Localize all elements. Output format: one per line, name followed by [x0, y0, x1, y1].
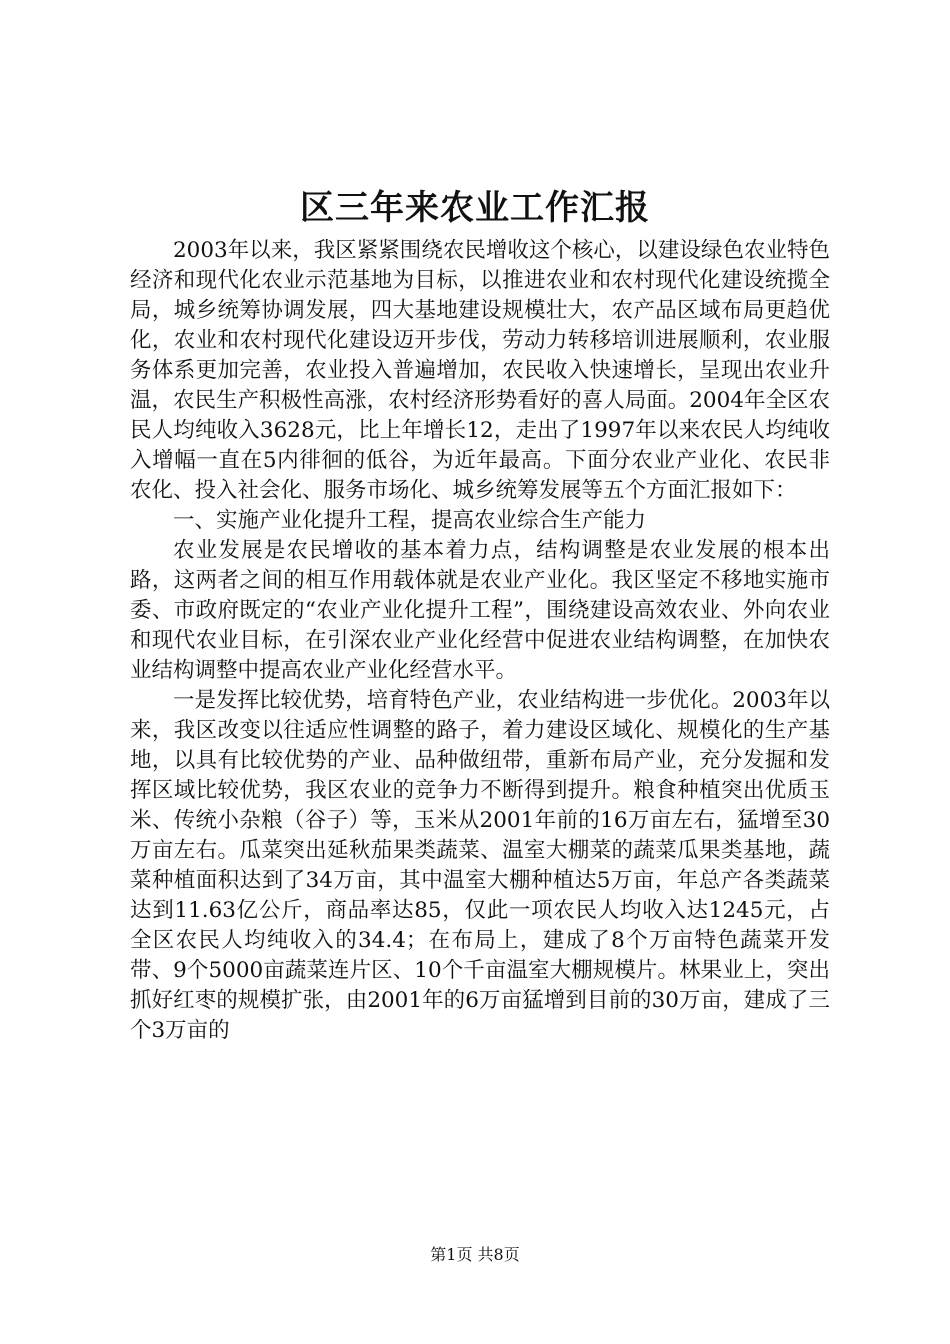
section-heading-1: 一、实施产业化提升工程，提高农业综合生产能力: [173, 508, 647, 533]
paragraph-advantages: 一是发挥比较优势，培育特色产业，农业结构进一步优化。2003年以来，我区改变以往适应性调整的路子，着力建设区域化、规模化的生产基地，以具有比较优势的产业、品种做纽带，重新布局产业，充分发掘和发挥区域比较优势，我区农业的竞争力不断得到提升。粮食种植突出优质玉米、传统小杂粮（谷子）等，玉米从2001年前的16万亩左右，猛增至30万亩左右。瓜菜突出延秋茄果类蔬菜、温室大棚菜的蔬菜瓜果类基地，蔬菜种植面积达到了34万亩，其中温室大棚种植达5万亩，年总产各类蔬菜达到11.63亿公斤，商品率达85，仅此一项农民人均收入达1245元，占全区农民人均纯收入的34.4；在布局上，建成了8个万亩特色蔬菜开发带、9个5000亩蔬菜连片区、10个千亩温室大棚规模片。林果业上，突出抓好红枣的规模扩张，由2001年的6万亩猛增到目前的30万亩，建成了三个3万亩的: [130, 688, 830, 1043]
page-footer: 第1页 共8页: [430, 1245, 520, 1264]
document-body: [130, 236, 830, 1046]
paragraph-industrialization: 农业发展是农民增收的基本着力点，结构调整是农业发展的根本出路，这两者之间的相互作用载体就是农业产业化。我区坚定不移地实施市委、市政府既定的“农业产业化提升工程”，围绕建设高效农业、外向农业和现代农业目标，在引深农业产业化经营中促进农业结构调整，在加快农业结构调整中提高农业产业化经营水平。: [130, 538, 830, 683]
paragraph-intro: 2003年以来，我区紧紧围绕农民增收这个核心，以建设绿色农业特色经济和现代化农业示范基地为目标，以推进农业和农村现代化建设统揽全局，城乡统筹协调发展，四大基地建设规模壮大，农产品区域布局更趋优化，农业和农村现代化建设迈开步伐，劳动力转移培训进展顺利，农业服务体系更加完善，农业投入普遍增加，农民收入快速增长，呈现出农业升温，农民生产积极性高涨，农村经济形势看好的喜人局面。2004年全区农民人均纯收入3628元，比上年增长12，走出了1997年以来农民人均纯收入增幅一直在5内徘徊的低谷，为近年最高。下面分农业产业化、农民非农化、投入社会化、服务市场化、城乡统筹发展等五个方面汇报如下：: [130, 238, 830, 503]
document-title: 区三年来农业工作汇报: [300, 188, 650, 228]
